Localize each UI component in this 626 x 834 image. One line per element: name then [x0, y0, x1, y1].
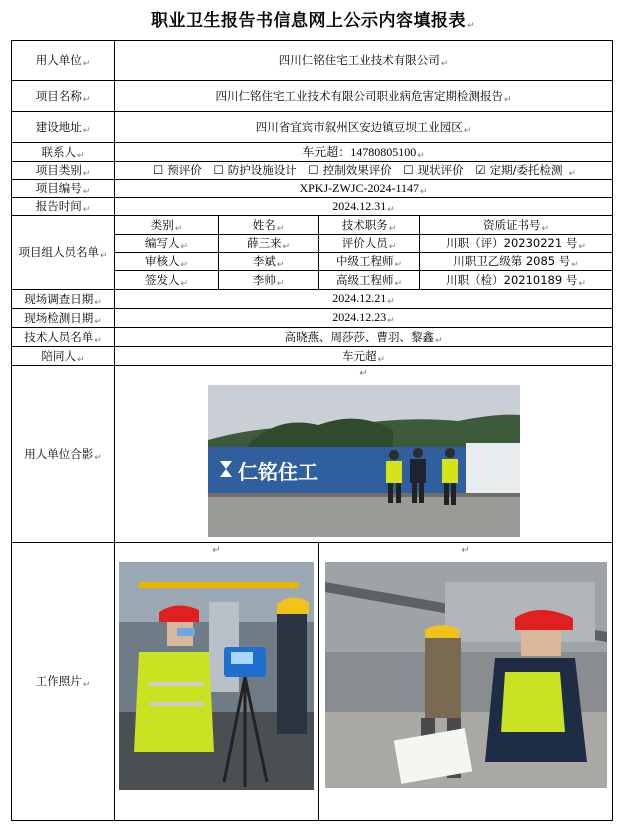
team-header-role: 类别↵	[115, 216, 219, 235]
row-project-type	[12, 162, 613, 180]
work-photo-left	[119, 562, 314, 790]
team-label: 项目组人员名单↵	[12, 216, 115, 290]
project-type-options: ☐ 预评价 ☐ 防护设施设计 ☐ 控制效果评价 ☐ 现状评价 ☑ 定期/委托检测 ↵	[115, 162, 613, 180]
member-name: 李斌↵	[219, 253, 319, 271]
row-report-date	[12, 198, 613, 216]
member-name: 李帅↵	[219, 271, 319, 290]
row-address	[12, 112, 613, 143]
project-no-value: XPKJ-ZWJC-2024-1147↵	[115, 180, 613, 198]
paragraph-mark: ↵	[466, 21, 476, 31]
test-date-label: 现场检测日期↵	[12, 309, 115, 328]
group-photo-cell: ↵ 仁铭住工	[115, 366, 613, 543]
escort-label: 陪同人↵	[12, 347, 115, 366]
team-header-cert: 资质证书号↵	[420, 216, 613, 235]
row-project-name	[12, 81, 613, 112]
work-photo-cell-right: ↵	[319, 543, 613, 821]
contact-label: 联系人↵	[12, 143, 115, 162]
member-role: 审核人↵	[115, 253, 219, 271]
row-technicians	[12, 328, 613, 347]
sign-text: 仁铭住工	[237, 460, 318, 484]
address-value: 四川省宜宾市叙州区安边镇豆坝工业园区↵	[115, 112, 613, 143]
form-title	[0, 6, 626, 31]
row-escort	[12, 347, 613, 366]
escort-value: 车元超↵	[115, 347, 613, 366]
row-contact	[12, 143, 613, 162]
member-title: 中级工程师↵	[319, 253, 420, 271]
team-header-title: 技术职务↵	[319, 216, 420, 235]
member-title: 评价人员↵	[319, 235, 420, 253]
work-photo-cell-left: ↵	[115, 543, 319, 821]
form-title-text: 职业卫生报告书信息网上公示内容填报表	[150, 11, 466, 31]
work-photos-label: 工作照片↵	[12, 543, 115, 821]
test-date-value: 2024.12.23↵	[115, 309, 613, 328]
row-group-photo	[12, 366, 613, 543]
survey-date-label: 现场调查日期↵	[12, 290, 115, 309]
employer-label: 用人单位↵	[12, 41, 115, 81]
project-no-label: 项目编号↵	[12, 180, 115, 198]
option-status-evaluation: ☐ 现状评价	[403, 163, 464, 177]
project-name-label: 项目名称↵	[12, 81, 115, 112]
checkbox-icon: ☐	[403, 163, 414, 177]
team-header-row	[12, 216, 613, 235]
member-title: 高级工程师↵	[319, 271, 420, 290]
work-photo-right	[325, 562, 607, 788]
member-cert: 川职（评）20230221 号↵	[420, 235, 613, 253]
row-survey-date	[12, 290, 613, 309]
group-photo-label: 用人单位合影↵	[12, 366, 115, 543]
group-photo	[208, 385, 520, 537]
member-role: 签发人↵	[115, 271, 219, 290]
option-pre-evaluation: ☐ 预评价	[152, 163, 202, 177]
member-role: 编写人↵	[115, 235, 219, 253]
member-cert: 川职（检）20210189 号↵	[420, 271, 613, 290]
option-protection-design: ☐ 防护设施设计	[213, 163, 297, 177]
option-control-effect: ☐ 控制效果评价	[308, 163, 392, 177]
contact-value: 车元超：14780805100↵	[115, 143, 613, 162]
member-name: 薛三来↵	[219, 235, 319, 253]
row-work-photos	[12, 543, 613, 821]
checkbox-icon: ☐	[152, 163, 164, 177]
disclosure-table	[11, 40, 613, 821]
row-test-date	[12, 309, 613, 328]
checkbox-icon: ☐	[308, 163, 319, 177]
technicians-label: 技术人员名单↵	[12, 328, 115, 347]
project-name-value: 四川仁铭住宅工业技术有限公司职业病危害定期检测报告↵	[115, 81, 613, 112]
project-type-label: 项目类别↵	[12, 162, 115, 180]
report-date-value: 2024.12.31↵	[115, 198, 613, 216]
row-project-no	[12, 180, 613, 198]
address-label: 建设地址↵	[12, 112, 115, 143]
survey-date-value: 2024.12.21↵	[115, 290, 613, 309]
member-cert: 川职卫乙级第 2085 号↵	[420, 253, 613, 271]
report-date-label: 报告时间↵	[12, 198, 115, 216]
worker-figure	[277, 597, 309, 734]
technicians-value: 高晓燕、周莎莎、曹羽、黎鑫↵	[115, 328, 613, 347]
checkbox-icon: ☐	[213, 163, 224, 177]
option-periodic-testing: ☑ 定期/委托检测	[475, 163, 563, 177]
employer-value: 四川仁铭住宅工业技术有限公司↵	[115, 41, 613, 81]
checked-checkbox-icon: ☑	[475, 163, 486, 177]
team-header-name: 姓名↵	[219, 216, 319, 235]
row-employer	[12, 41, 613, 81]
